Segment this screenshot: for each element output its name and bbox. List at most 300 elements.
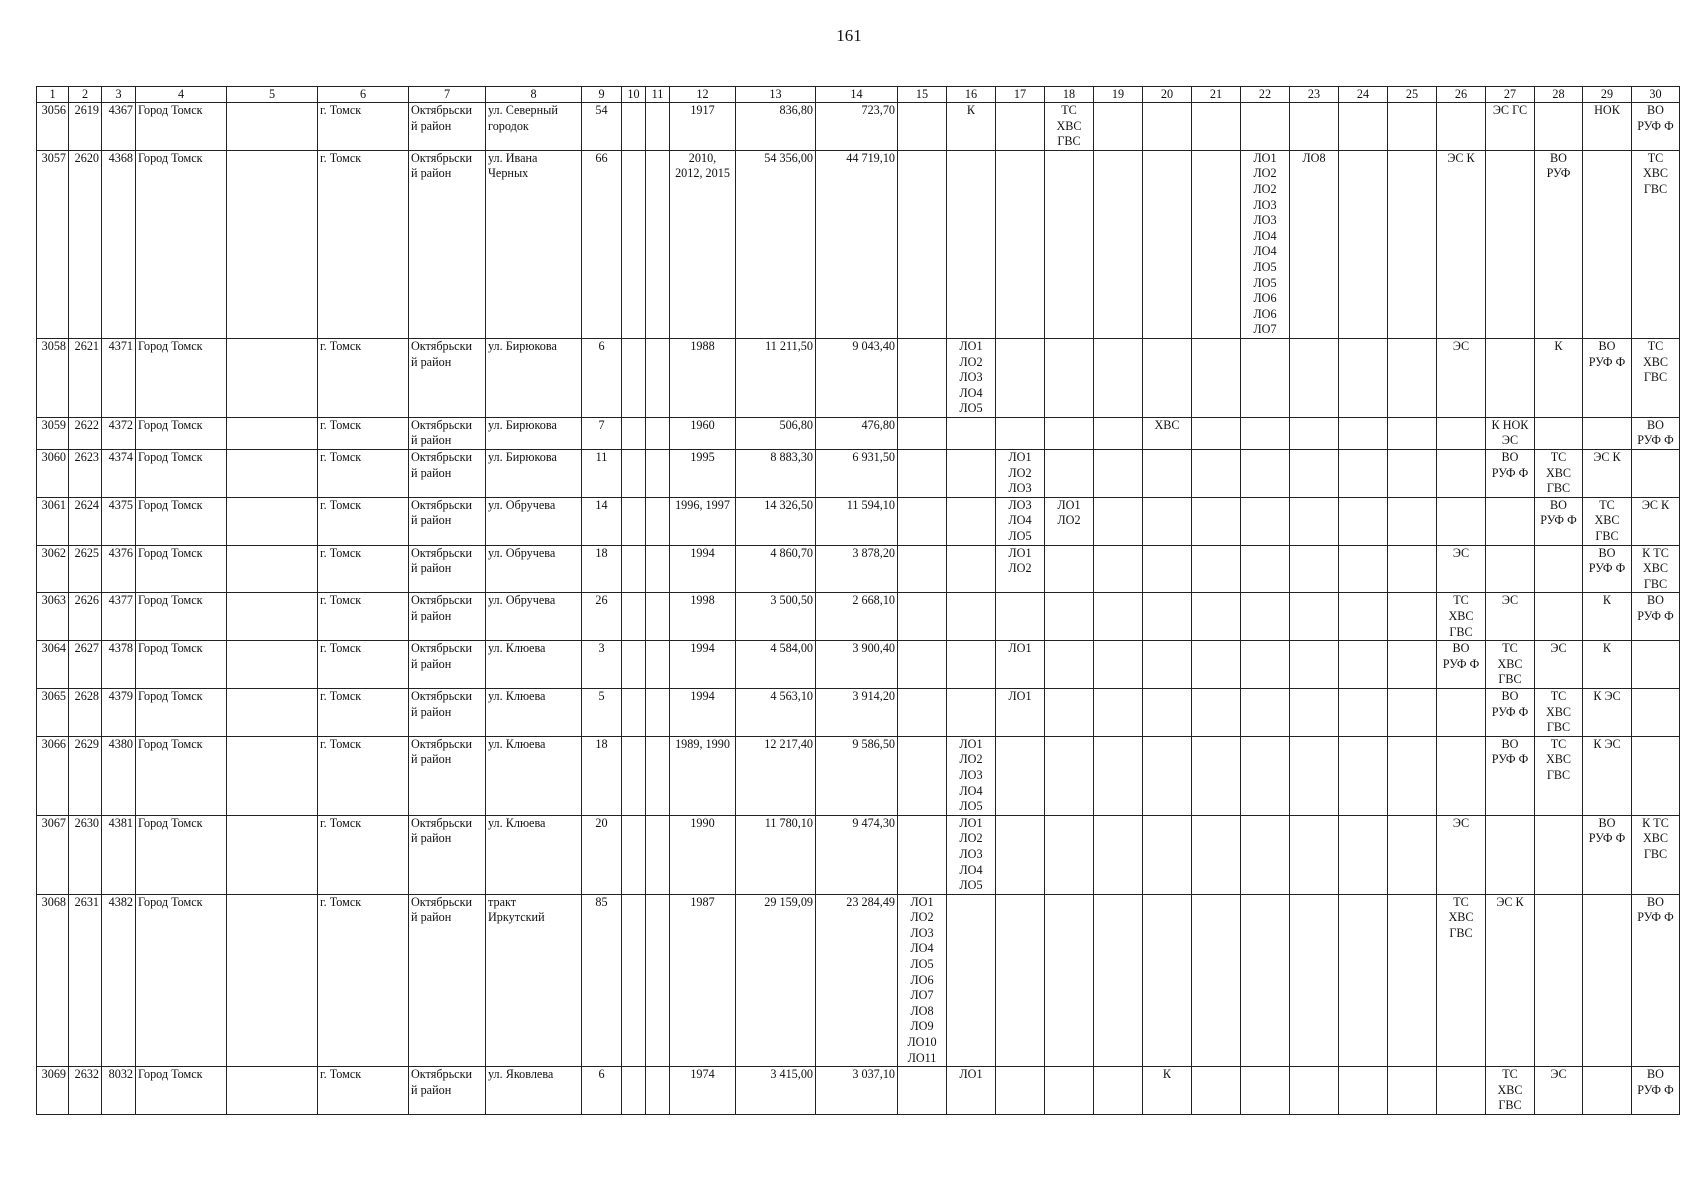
cell-col-1: 3059	[37, 417, 69, 449]
cell-col-13: 4 563,10	[736, 688, 816, 736]
cell-col-7: Октябрьски й район	[409, 417, 486, 449]
cell-col-16: ЛО1 ЛО2 ЛО3 ЛО4 ЛО5	[947, 815, 996, 894]
cell-col-4: Город Томск	[136, 497, 227, 545]
cell-col-13: 4 584,00	[736, 641, 816, 689]
cell-col-9: 18	[582, 545, 622, 593]
cell-col-14: 2 668,10	[816, 593, 898, 641]
cell-col-17: ЛО3 ЛО4 ЛО5	[996, 497, 1045, 545]
cell-col-11	[646, 688, 670, 736]
cell-col-11	[646, 450, 670, 498]
cell-col-30: К ТС ХВС ГВС	[1632, 815, 1680, 894]
cell-col-19	[1094, 338, 1143, 417]
cell-col-22	[1241, 103, 1290, 151]
cell-col-18	[1045, 1067, 1094, 1115]
table-row	[37, 1067, 1680, 1115]
cell-col-8: ул. Клюева	[486, 736, 582, 815]
cell-col-29: НОК	[1583, 103, 1632, 151]
cell-col-18	[1045, 641, 1094, 689]
column-header-7: 7	[409, 87, 486, 103]
cell-col-9: 54	[582, 103, 622, 151]
cell-col-24	[1339, 417, 1388, 449]
cell-col-12: 1994	[670, 641, 736, 689]
column-header-20: 20	[1143, 87, 1192, 103]
cell-col-10	[622, 1067, 646, 1115]
cell-col-26: ВО РУФ Ф	[1437, 641, 1486, 689]
cell-col-12: 1996, 1997	[670, 497, 736, 545]
cell-col-5	[227, 688, 318, 736]
column-header-10: 10	[622, 87, 646, 103]
cell-col-6: г. Томск	[318, 417, 409, 449]
cell-col-10	[622, 497, 646, 545]
cell-col-27: ТС ХВС ГВС	[1486, 641, 1535, 689]
cell-col-26	[1437, 1067, 1486, 1115]
cell-col-2: 2620	[69, 150, 102, 338]
column-header-27: 27	[1486, 87, 1535, 103]
column-header-17: 17	[996, 87, 1045, 103]
column-header-15: 15	[898, 87, 947, 103]
cell-col-29	[1583, 894, 1632, 1067]
cell-col-1: 3069	[37, 1067, 69, 1115]
cell-col-29: К ЭС	[1583, 736, 1632, 815]
cell-col-5	[227, 150, 318, 338]
cell-col-29: К	[1583, 641, 1632, 689]
cell-col-17	[996, 815, 1045, 894]
cell-col-17	[996, 1067, 1045, 1115]
cell-col-1: 3060	[37, 450, 69, 498]
cell-col-15	[898, 338, 947, 417]
column-header-8: 8	[486, 87, 582, 103]
cell-col-8: ул. Клюева	[486, 688, 582, 736]
cell-col-9: 14	[582, 497, 622, 545]
column-header-12: 12	[670, 87, 736, 103]
cell-col-7: Октябрьски й район	[409, 450, 486, 498]
cell-col-3: 4380	[102, 736, 136, 815]
cell-col-21	[1192, 688, 1241, 736]
cell-col-12: 1994	[670, 688, 736, 736]
cell-col-17	[996, 736, 1045, 815]
cell-col-18	[1045, 894, 1094, 1067]
cell-col-6: г. Томск	[318, 815, 409, 894]
cell-col-22	[1241, 545, 1290, 593]
cell-col-22	[1241, 1067, 1290, 1115]
table-row	[37, 150, 1680, 338]
cell-col-10	[622, 736, 646, 815]
cell-col-28: ВО РУФ Ф	[1535, 497, 1583, 545]
cell-col-27	[1486, 338, 1535, 417]
cell-col-23	[1290, 593, 1339, 641]
cell-col-30: ВО РУФ Ф	[1632, 1067, 1680, 1115]
cell-col-22	[1241, 641, 1290, 689]
cell-col-15: ЛО1 ЛО2 ЛО3 ЛО4 ЛО5 ЛО6 ЛО7 ЛО8 ЛО9 ЛО10 ЛО11	[898, 894, 947, 1067]
cell-col-3: 4379	[102, 688, 136, 736]
cell-col-23	[1290, 338, 1339, 417]
cell-col-14: 6 931,50	[816, 450, 898, 498]
cell-col-19	[1094, 1067, 1143, 1115]
cell-col-20	[1143, 815, 1192, 894]
cell-col-6: г. Томск	[318, 497, 409, 545]
cell-col-3: 4381	[102, 815, 136, 894]
cell-col-2: 2621	[69, 338, 102, 417]
cell-col-26: ТС ХВС ГВС	[1437, 894, 1486, 1067]
column-header-11: 11	[646, 87, 670, 103]
cell-col-27: ВО РУФ Ф	[1486, 450, 1535, 498]
cell-col-25	[1388, 894, 1437, 1067]
cell-col-4: Город Томск	[136, 894, 227, 1067]
cell-col-19	[1094, 688, 1143, 736]
cell-col-19	[1094, 417, 1143, 449]
cell-col-1: 3057	[37, 150, 69, 338]
cell-col-11	[646, 150, 670, 338]
cell-col-26	[1437, 450, 1486, 498]
cell-col-13: 3 500,50	[736, 593, 816, 641]
cell-col-30: ВО РУФ Ф	[1632, 417, 1680, 449]
cell-col-6: г. Томск	[318, 736, 409, 815]
cell-col-8: ул. Бирюкова	[486, 450, 582, 498]
cell-col-7: Октябрьски й район	[409, 688, 486, 736]
cell-col-2: 2624	[69, 497, 102, 545]
cell-col-24	[1339, 593, 1388, 641]
cell-col-17	[996, 593, 1045, 641]
cell-col-10	[622, 150, 646, 338]
cell-col-21	[1192, 815, 1241, 894]
cell-col-4: Город Томск	[136, 688, 227, 736]
cell-col-20	[1143, 103, 1192, 151]
cell-col-2: 2630	[69, 815, 102, 894]
cell-col-24	[1339, 894, 1388, 1067]
column-header-30: 30	[1632, 87, 1680, 103]
cell-col-20	[1143, 593, 1192, 641]
cell-col-30: К ТС ХВС ГВС	[1632, 545, 1680, 593]
cell-col-3: 4382	[102, 894, 136, 1067]
cell-col-26: ТС ХВС ГВС	[1437, 593, 1486, 641]
cell-col-24	[1339, 150, 1388, 338]
column-header-2: 2	[69, 87, 102, 103]
cell-col-15	[898, 593, 947, 641]
cell-col-9: 7	[582, 417, 622, 449]
cell-col-28: ТС ХВС ГВС	[1535, 450, 1583, 498]
cell-col-16	[947, 894, 996, 1067]
cell-col-15	[898, 497, 947, 545]
table-row	[37, 450, 1680, 498]
cell-col-6: г. Томск	[318, 338, 409, 417]
cell-col-27: К НОК ЭС	[1486, 417, 1535, 449]
cell-col-11	[646, 103, 670, 151]
cell-col-22	[1241, 497, 1290, 545]
cell-col-17: ЛО1 ЛО2	[996, 545, 1045, 593]
cell-col-28: К	[1535, 338, 1583, 417]
cell-col-19	[1094, 641, 1143, 689]
cell-col-7: Октябрьски й район	[409, 641, 486, 689]
table-row	[37, 417, 1680, 449]
cell-col-11	[646, 894, 670, 1067]
cell-col-9: 66	[582, 150, 622, 338]
cell-col-8: ул. Обручева	[486, 497, 582, 545]
cell-col-12: 1990	[670, 815, 736, 894]
cell-col-20	[1143, 736, 1192, 815]
cell-col-15	[898, 1067, 947, 1115]
cell-col-7: Октябрьски й район	[409, 894, 486, 1067]
column-header-29: 29	[1583, 87, 1632, 103]
cell-col-18	[1045, 736, 1094, 815]
cell-col-4: Город Томск	[136, 815, 227, 894]
cell-col-5	[227, 497, 318, 545]
table-row	[37, 497, 1680, 545]
cell-col-9: 5	[582, 688, 622, 736]
cell-col-18	[1045, 450, 1094, 498]
cell-col-8: ул. Ивана Черных	[486, 150, 582, 338]
cell-col-7: Октябрьски й район	[409, 736, 486, 815]
cell-col-27: ЭС К	[1486, 894, 1535, 1067]
cell-col-2: 2625	[69, 545, 102, 593]
cell-col-9: 6	[582, 338, 622, 417]
cell-col-6: г. Томск	[318, 593, 409, 641]
cell-col-19	[1094, 103, 1143, 151]
cell-col-17	[996, 150, 1045, 338]
cell-col-24	[1339, 338, 1388, 417]
cell-col-26	[1437, 103, 1486, 151]
cell-col-19	[1094, 815, 1143, 894]
cell-col-3: 4378	[102, 641, 136, 689]
cell-col-19	[1094, 736, 1143, 815]
cell-col-28	[1535, 103, 1583, 151]
cell-col-16: ЛО1 ЛО2 ЛО3 ЛО4 ЛО5	[947, 736, 996, 815]
cell-col-9: 85	[582, 894, 622, 1067]
cell-col-30	[1632, 688, 1680, 736]
cell-col-23	[1290, 894, 1339, 1067]
cell-col-8: ул. Бирюкова	[486, 417, 582, 449]
cell-col-29	[1583, 1067, 1632, 1115]
cell-col-15	[898, 815, 947, 894]
cell-col-6: г. Томск	[318, 150, 409, 338]
cell-col-30: ТС ХВС ГВС	[1632, 338, 1680, 417]
cell-col-17	[996, 338, 1045, 417]
table-row	[37, 736, 1680, 815]
cell-col-6: г. Томск	[318, 545, 409, 593]
cell-col-7: Октябрьски й район	[409, 815, 486, 894]
cell-col-6: г. Томск	[318, 450, 409, 498]
cell-col-18	[1045, 688, 1094, 736]
cell-col-7: Октябрьски й район	[409, 1067, 486, 1115]
cell-col-26	[1437, 736, 1486, 815]
cell-col-12: 1989, 1990	[670, 736, 736, 815]
column-header-9: 9	[582, 87, 622, 103]
cell-col-13: 11 211,50	[736, 338, 816, 417]
cell-col-8: ул. Клюева	[486, 815, 582, 894]
cell-col-14: 723,70	[816, 103, 898, 151]
cell-col-22	[1241, 593, 1290, 641]
cell-col-21	[1192, 103, 1241, 151]
cell-col-8: ул. Бирюкова	[486, 338, 582, 417]
cell-col-20	[1143, 688, 1192, 736]
cell-col-24	[1339, 815, 1388, 894]
cell-col-12: 2010, 2012, 2015	[670, 150, 736, 338]
cell-col-11	[646, 417, 670, 449]
cell-col-30: ЭС К	[1632, 497, 1680, 545]
cell-col-25	[1388, 497, 1437, 545]
cell-col-30: ВО РУФ Ф	[1632, 103, 1680, 151]
cell-col-15	[898, 641, 947, 689]
cell-col-28	[1535, 815, 1583, 894]
cell-col-27: ВО РУФ Ф	[1486, 736, 1535, 815]
cell-col-14: 3 900,40	[816, 641, 898, 689]
cell-col-14: 11 594,10	[816, 497, 898, 545]
cell-col-22	[1241, 688, 1290, 736]
cell-col-27	[1486, 545, 1535, 593]
cell-col-16	[947, 417, 996, 449]
column-header-28: 28	[1535, 87, 1583, 103]
cell-col-15	[898, 545, 947, 593]
cell-col-7: Октябрьски й район	[409, 338, 486, 417]
cell-col-8: ул. Клюева	[486, 641, 582, 689]
cell-col-24	[1339, 103, 1388, 151]
table-row	[37, 894, 1680, 1067]
cell-col-5	[227, 641, 318, 689]
cell-col-4: Город Томск	[136, 338, 227, 417]
cell-col-16	[947, 688, 996, 736]
column-header-14: 14	[816, 87, 898, 103]
table-row	[37, 338, 1680, 417]
register-table	[36, 86, 1680, 1115]
cell-col-21	[1192, 450, 1241, 498]
column-header-24: 24	[1339, 87, 1388, 103]
cell-col-22	[1241, 338, 1290, 417]
cell-col-22	[1241, 736, 1290, 815]
cell-col-30: ВО РУФ Ф	[1632, 593, 1680, 641]
cell-col-21	[1192, 894, 1241, 1067]
cell-col-26	[1437, 688, 1486, 736]
cell-col-25	[1388, 593, 1437, 641]
cell-col-23	[1290, 417, 1339, 449]
cell-col-25	[1388, 641, 1437, 689]
column-header-1: 1	[37, 87, 69, 103]
cell-col-16	[947, 150, 996, 338]
cell-col-5	[227, 894, 318, 1067]
cell-col-7: Октябрьски й район	[409, 593, 486, 641]
cell-col-17: ЛО1 ЛО2 ЛО3	[996, 450, 1045, 498]
cell-col-8: ул. Обручева	[486, 593, 582, 641]
cell-col-28: ТС ХВС ГВС	[1535, 736, 1583, 815]
cell-col-7: Октябрьски й район	[409, 150, 486, 338]
cell-col-23	[1290, 815, 1339, 894]
cell-col-18	[1045, 417, 1094, 449]
cell-col-12: 1917	[670, 103, 736, 151]
cell-col-25	[1388, 103, 1437, 151]
cell-col-21	[1192, 150, 1241, 338]
cell-col-18	[1045, 593, 1094, 641]
cell-col-25	[1388, 815, 1437, 894]
cell-col-13: 12 217,40	[736, 736, 816, 815]
cell-col-12: 1960	[670, 417, 736, 449]
cell-col-3: 4368	[102, 150, 136, 338]
cell-col-25	[1388, 450, 1437, 498]
column-header-21: 21	[1192, 87, 1241, 103]
cell-col-23	[1290, 497, 1339, 545]
cell-col-1: 3067	[37, 815, 69, 894]
cell-col-25	[1388, 545, 1437, 593]
cell-col-2: 2623	[69, 450, 102, 498]
cell-col-16	[947, 641, 996, 689]
cell-col-22	[1241, 417, 1290, 449]
cell-col-2: 2626	[69, 593, 102, 641]
column-header-16: 16	[947, 87, 996, 103]
cell-col-13: 836,80	[736, 103, 816, 151]
cell-col-8: ул. Яковлева	[486, 1067, 582, 1115]
cell-col-13: 8 883,30	[736, 450, 816, 498]
cell-col-26: ЭС	[1437, 338, 1486, 417]
cell-col-11	[646, 815, 670, 894]
cell-col-7: Октябрьски й район	[409, 103, 486, 151]
cell-col-12: 1988	[670, 338, 736, 417]
cell-col-4: Город Томск	[136, 103, 227, 151]
cell-col-29: К	[1583, 593, 1632, 641]
cell-col-15	[898, 450, 947, 498]
cell-col-14: 3 037,10	[816, 1067, 898, 1115]
cell-col-14: 9 474,30	[816, 815, 898, 894]
cell-col-11	[646, 593, 670, 641]
cell-col-29	[1583, 150, 1632, 338]
cell-col-24	[1339, 545, 1388, 593]
cell-col-4: Город Томск	[136, 1067, 227, 1115]
cell-col-17	[996, 894, 1045, 1067]
cell-col-10	[622, 688, 646, 736]
cell-col-29	[1583, 417, 1632, 449]
cell-col-18	[1045, 338, 1094, 417]
cell-col-23: ЛО8	[1290, 150, 1339, 338]
cell-col-2: 2622	[69, 417, 102, 449]
cell-col-15	[898, 103, 947, 151]
cell-col-7: Октябрьски й район	[409, 545, 486, 593]
cell-col-17: ЛО1	[996, 688, 1045, 736]
cell-col-29: ВО РУФ Ф	[1583, 545, 1632, 593]
cell-col-24	[1339, 688, 1388, 736]
cell-col-27	[1486, 150, 1535, 338]
cell-col-14: 44 719,10	[816, 150, 898, 338]
cell-col-28: ЭС	[1535, 641, 1583, 689]
cell-col-1: 3061	[37, 497, 69, 545]
cell-col-3: 8032	[102, 1067, 136, 1115]
column-header-26: 26	[1437, 87, 1486, 103]
cell-col-15	[898, 417, 947, 449]
cell-col-17	[996, 103, 1045, 151]
cell-col-1: 3062	[37, 545, 69, 593]
cell-col-20	[1143, 450, 1192, 498]
cell-col-1: 3068	[37, 894, 69, 1067]
cell-col-3: 4376	[102, 545, 136, 593]
cell-col-5	[227, 103, 318, 151]
cell-col-5	[227, 545, 318, 593]
cell-col-29: ЭС К	[1583, 450, 1632, 498]
cell-col-12: 1994	[670, 545, 736, 593]
cell-col-24	[1339, 641, 1388, 689]
cell-col-11	[646, 545, 670, 593]
cell-col-9: 26	[582, 593, 622, 641]
cell-col-16	[947, 450, 996, 498]
cell-col-21	[1192, 338, 1241, 417]
header-row	[37, 87, 1680, 103]
cell-col-20	[1143, 894, 1192, 1067]
cell-col-3: 4371	[102, 338, 136, 417]
table-row	[37, 103, 1680, 151]
cell-col-28	[1535, 417, 1583, 449]
cell-col-1: 3066	[37, 736, 69, 815]
table-row	[37, 593, 1680, 641]
page-number: 161	[836, 26, 862, 45]
cell-col-27: ВО РУФ Ф	[1486, 688, 1535, 736]
cell-col-28	[1535, 545, 1583, 593]
cell-col-20	[1143, 150, 1192, 338]
cell-col-14: 23 284,49	[816, 894, 898, 1067]
cell-col-25	[1388, 417, 1437, 449]
